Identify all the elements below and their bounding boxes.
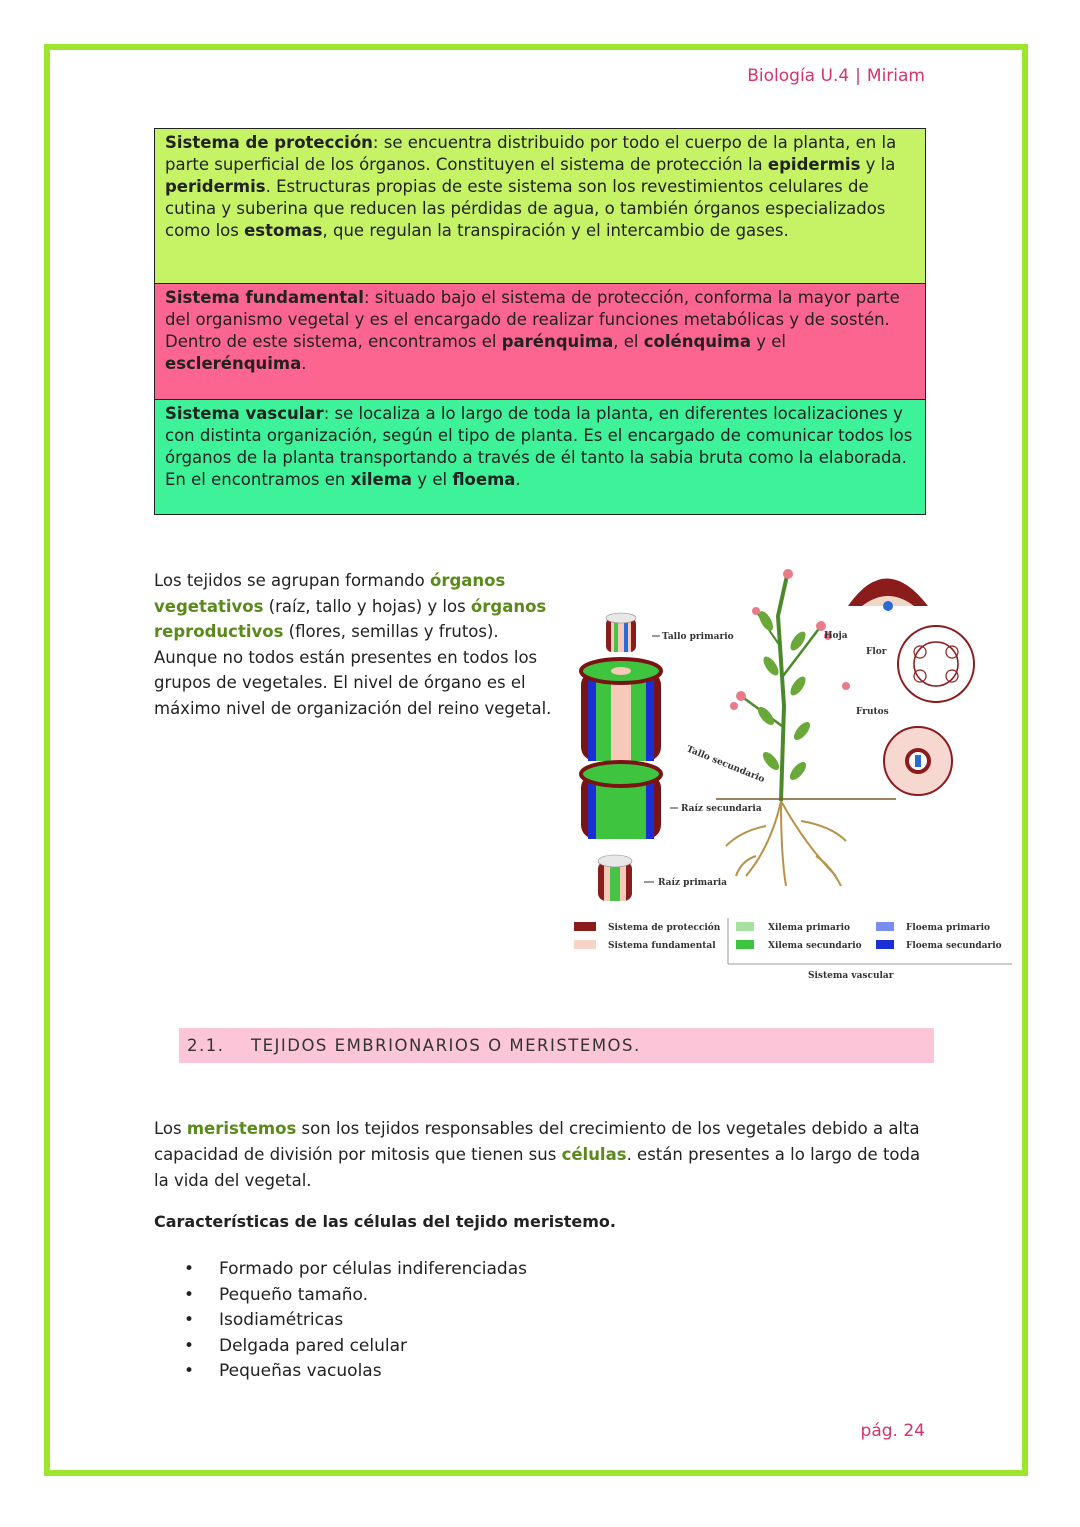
legend-xilema-primario: Xilema primario <box>768 923 851 933</box>
text-run: son los tejidos responsables del crecimiento de los vegetales debido a alta capacidad de división por mitosis que tienen sus <box>154 1119 920 1164</box>
text-run: . están presentes a lo largo de toda la vida del vegetal. <box>154 1145 921 1190</box>
legend-proteccion: Sistema de protección <box>608 923 721 933</box>
text-run: : se localiza a lo largo de toda la planta, en diferentes localizaciones y con distinta organización, según el tipo de planta. Es el encargado de comunicar todos los órganos de la planta transportando a través de él tanto la sabia bruta como la elaborada. En el encontramos en <box>165 404 913 489</box>
flor-cross-section <box>898 626 974 702</box>
system-title: Sistema fundamental <box>165 288 364 307</box>
text-run: , el <box>613 332 644 351</box>
organs-intro-paragraph <box>154 568 554 721</box>
section-number: 2.1. <box>187 1036 225 1055</box>
text-run: . <box>301 354 307 373</box>
legend-sistema-vascular: Sistema vascular <box>808 971 894 981</box>
systems-table <box>154 128 926 515</box>
bold-term: estomas <box>244 221 323 240</box>
label-raiz-secundaria: Raíz secundaria <box>681 804 762 814</box>
plant-illustration <box>716 569 896 886</box>
list-item: • Isodiamétricas <box>184 1308 527 1334</box>
page-header <box>747 66 925 86</box>
text-run: y el <box>750 332 786 351</box>
legend-swatch-floema-secundario <box>876 940 894 949</box>
list-item: • Delgada pared celular <box>184 1334 527 1360</box>
bold-term: epidermis <box>767 155 861 174</box>
bold-term: colénquima <box>643 332 751 351</box>
page-number: pág. 24 <box>860 1421 925 1441</box>
legend-swatch-xilema-primario <box>736 922 754 931</box>
highlight-term: meristemos <box>186 1119 297 1138</box>
legend-swatch-xilema-secundario <box>736 940 754 949</box>
tallo-primario-cylinder <box>606 613 636 652</box>
bold-term: esclerénquima <box>165 354 302 373</box>
highlight-term: células <box>561 1145 627 1164</box>
system-protection <box>155 129 925 284</box>
text-run: . Estructuras propias de este sistema son los revestimientos celulares de cutina y suberina que reducen las pérdidas de agua, o también órganos especializados como los <box>165 177 886 240</box>
highlight-term: órganos vegetativos <box>154 571 506 616</box>
label-flor: Flor <box>866 647 887 657</box>
header-author: Miriam <box>866 66 925 86</box>
characteristics-list <box>184 1257 527 1385</box>
header-separator: | <box>855 66 861 86</box>
text-run: , que regulan la transpiración y el intercambio de gases. <box>322 221 789 240</box>
bold-term: xilema <box>350 470 413 489</box>
bold-term: peridermis <box>165 177 266 196</box>
plant-organs-diagram <box>566 556 1016 986</box>
system-fundamental <box>155 284 925 400</box>
text-run: (raíz, tallo y hojas) y los <box>263 596 471 616</box>
label-tallo-primario: Tallo primario <box>662 632 734 642</box>
bold-term: floema <box>452 470 516 489</box>
tallo-secundario-cylinder <box>581 659 661 761</box>
system-title: Sistema de protección <box>165 133 373 152</box>
raiz-secundaria-cylinder <box>581 762 661 839</box>
label-hoja: Hoja <box>824 631 848 641</box>
text-run: y la <box>860 155 896 174</box>
legend-swatch-proteccion <box>574 922 596 931</box>
raiz-primaria-cylinder <box>598 855 632 901</box>
legend-floema-primario: Floema primario <box>906 923 990 933</box>
meristemos-paragraph <box>154 1116 934 1194</box>
system-vascular <box>155 400 925 514</box>
label-tallo-secundario: Tallo secundario <box>684 744 766 785</box>
fruto-cross-section <box>884 727 952 795</box>
bold-term: parénquima <box>501 332 614 351</box>
text-run: Los <box>154 1119 187 1138</box>
highlight-term: órganos reproductivos <box>154 596 547 641</box>
text-run: : se encuentra distribuido por todo el cuerpo de la planta, en la parte superficial de los órganos. Constituyen el sistema de protección la <box>165 133 897 174</box>
text-run: (flores, semillas y frutos). Aunque no todos están presentes en todos los grupos de vegetales. El nivel de órgano es el máximo nivel de organización del reino vegetal. <box>154 622 552 718</box>
characteristics-title: Características de las células del tejido meristemo. <box>154 1212 616 1231</box>
header-subject: Biología U.4 <box>747 66 850 86</box>
text-run: . <box>515 470 521 489</box>
legend-xilema-secundario: Xilema secundario <box>768 941 862 951</box>
text-run: y el <box>412 470 453 489</box>
section-heading-meristemos <box>179 1028 934 1063</box>
text-run: Los tejidos se agrupan formando <box>154 571 430 590</box>
list-item: • Formado por células indiferenciadas <box>184 1257 527 1283</box>
text-run: : situado bajo el sistema de protección, conforma la mayor parte del organismo vegetal y es el encargado de realizar funciones metabólicas y de sostén. Dentro de este sistema, encontramos el <box>165 288 900 351</box>
label-frutos: Frutos <box>856 707 889 717</box>
list-item: • Pequeñas vacuolas <box>184 1359 527 1385</box>
label-raiz-primaria: Raíz primaria <box>658 878 727 888</box>
legend-swatch-floema-primario <box>876 922 894 931</box>
list-item: • Pequeño tamaño. <box>184 1283 527 1309</box>
legend-swatch-fundamental <box>574 940 596 949</box>
legend-floema-secundario: Floema secundario <box>906 941 1002 951</box>
system-title: Sistema vascular <box>165 404 324 423</box>
legend-fundamental: Sistema fundamental <box>608 941 716 951</box>
section-title: TEJIDOS EMBRIONARIOS O MERISTEMOS. <box>251 1036 641 1055</box>
hoja-cross-section <box>848 579 928 612</box>
diagram-legend <box>574 918 1012 981</box>
